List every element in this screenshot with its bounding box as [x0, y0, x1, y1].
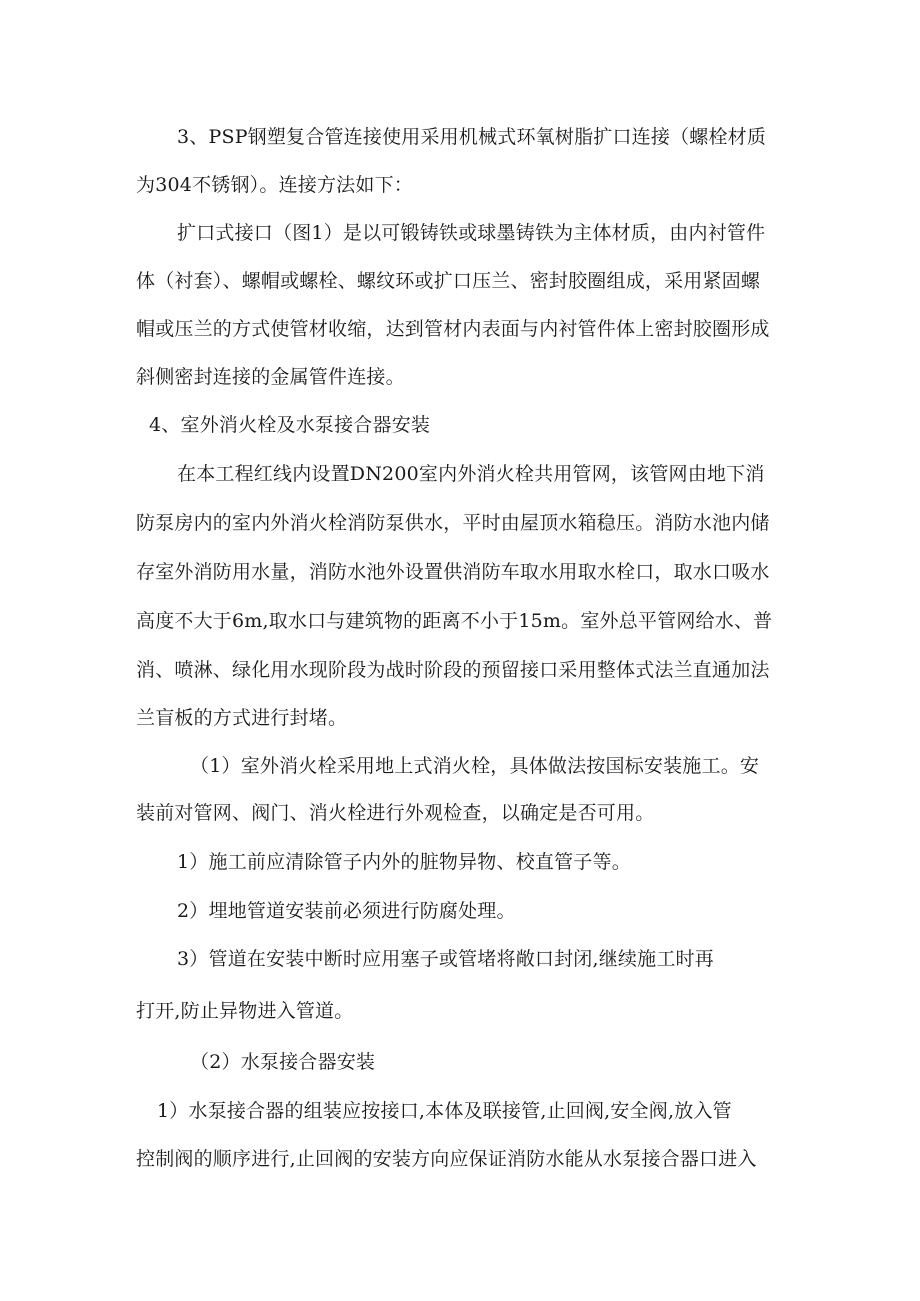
text-line: 高度不大于6m,取水口与建筑物的距离不小于15m。室外总平管网给水、普 — [136, 610, 773, 632]
text-line: 防泵房内的室内外消火栓消防泵供水，平时由屋顶水箱稳压。消防水池内储 — [136, 512, 770, 534]
section-heading: （2）水泵接合器安装 — [190, 1051, 376, 1073]
list-item: 3）管道在安装中断时应用塞子或管堵将敞口封闭,继续施工时再 — [177, 948, 714, 970]
text-line: 3、PSP钢塑复合管连接使用采用机械式环氧树脂扩口连接（螺栓材质 — [177, 126, 767, 148]
list-item: 1）施工前应清除管子内外的脏物异物、校直管子等。 — [177, 851, 631, 873]
text-line: 兰盲板的方式进行封堵。 — [136, 707, 348, 729]
text-line: 斜侧密封连接的金属管件连接。 — [136, 366, 405, 388]
text-line: 扩口式接口（图1）是以可锻铸铁或球墨铸铁为主体材质，由内衬管件 — [177, 222, 766, 244]
text-line: 存室外消防用水量，消防水池外设置供消防车取水用取水栓口，取水口吸水 — [136, 561, 770, 583]
text-line: 消、喷淋、绿化用水现阶段为战时阶段的预留接口采用整体式法兰直通加法 — [136, 659, 770, 681]
list-item: 2）埋地管道安装前必须进行防腐处理。 — [177, 900, 516, 922]
text-line: 为304不锈钢）。连接方法如下： — [136, 174, 413, 196]
section-heading: 4、室外消火栓及水泵接合器安装 — [149, 414, 431, 436]
text-line: 帽或压兰的方式使管材收缩，达到管材内表面与内衬管件体上密封胶圈形成 — [136, 318, 770, 340]
text-line: 装前对管网、阀门、消火栓进行外观检查，以确定是否可用。 — [136, 802, 655, 824]
text-line: 打开,防止异物进入管道。 — [136, 1000, 354, 1022]
text-line: 体（衬套）、螺帽或螺栓、螺纹环或扩口压兰、密封胶圈组成，采用紧固螺 — [136, 270, 761, 292]
text-line: 控制阀的顺序进行,止回阀的安装方向应保证消防水能从水泵接合器口进入 — [136, 1148, 757, 1170]
text-line: 在本工程红线内设置DN200室内外消火栓共用管网，该管网由地下消 — [177, 463, 765, 485]
list-item: 1）水泵接合器的组装应按接口,本体及联接管,止回阀,安全阀,放入管 — [157, 1100, 732, 1122]
text-line: （1）室外消火栓采用地上式消火栓，具体做法按国标安装施工。安 — [190, 755, 760, 777]
